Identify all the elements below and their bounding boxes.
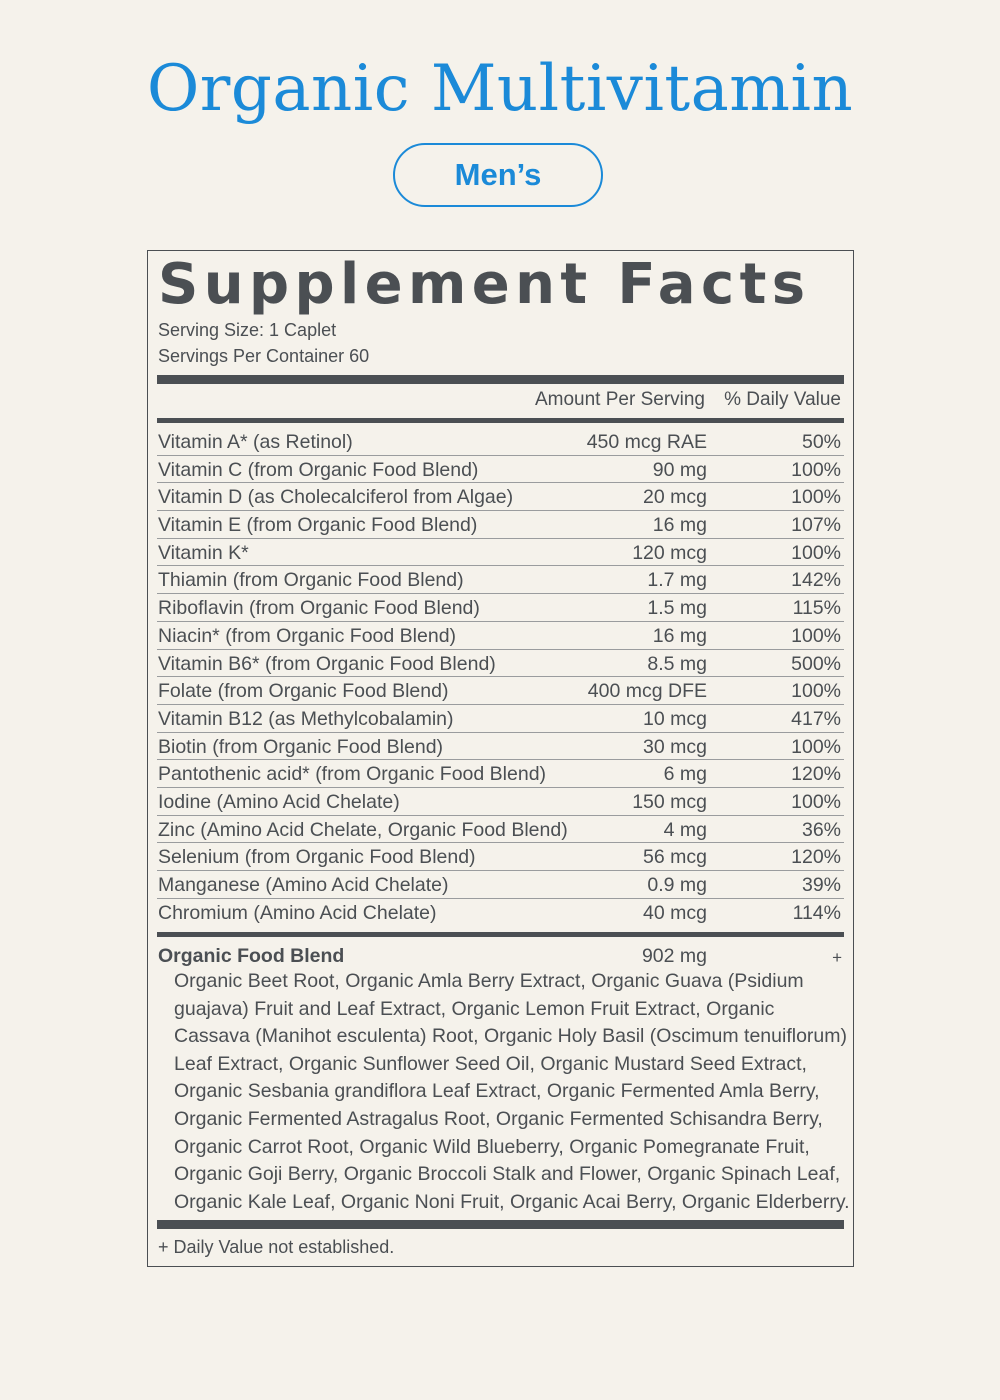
table-row [157, 539, 844, 567]
nutrient-amount: 0.9 mg [647, 874, 707, 896]
nutrient-amount: 1.5 mg [647, 597, 707, 620]
blend-line: Organic Carrot Root, Organic Wild Blueberry, Organic Pomegranate Fruit, [174, 1135, 810, 1158]
servings-per-container: Servings Per Container 60 [158, 346, 370, 366]
nutrient-amount: 40 mcg [643, 901, 707, 924]
nutrient-name: Selenium (from Organic Food Blend) [158, 846, 476, 869]
blend-daily-value: + [832, 948, 842, 967]
nutrient-name: Folate (from Organic Food Blend) [158, 680, 449, 703]
variant-badge [393, 143, 603, 207]
blend-line: Leaf Extract, Organic Sunflower Seed Oil, Organic Mustard Seed Extract, [174, 1052, 807, 1075]
nutrient-amount: 400 mcg DFE [587, 680, 707, 703]
nutrient-amount: 10 mcg [643, 707, 707, 730]
facts-heading: Supplement Facts [158, 252, 811, 317]
table-row [157, 677, 844, 705]
thick-divider [157, 375, 844, 384]
nutrient-amount: 150 mcg [632, 790, 707, 813]
blend-divider [157, 932, 844, 937]
nutrient-daily-value: 114% [792, 901, 841, 924]
nutrient-amount: 56 mcg [643, 846, 707, 869]
nutrient-name: Pantothenic acid* (from Organic Food Blend) [158, 763, 547, 786]
table-row [157, 456, 844, 484]
nutrient-daily-value: 36% [801, 818, 841, 841]
table-row [157, 594, 844, 622]
nutrient-daily-value: 100% [791, 735, 841, 758]
nutrient-daily-value: 115% [792, 597, 841, 620]
table-row [157, 566, 844, 594]
nutrient-name: Chromium (Amino Acid Chelate) [158, 901, 437, 924]
blend-line: Organic Kale Leaf, Organic Noni Fruit, Organic Acai Berry, Organic Elderberry. [174, 1190, 850, 1213]
table-row [157, 622, 844, 650]
blend-name: Organic Food Blend [158, 945, 345, 967]
nutrient-name: Vitamin C (from Organic Food Blend) [158, 458, 479, 481]
blend-ingredients [174, 968, 850, 1216]
nutrient-amount: 90 mg [652, 458, 707, 481]
table-row [157, 483, 844, 511]
nutrient-daily-value: 500% [791, 652, 841, 675]
serving-size: Serving Size: 1 Caplet [158, 320, 337, 340]
nutrient-amount: 16 mg [652, 624, 707, 647]
nutrient-amount: 4 mg [663, 818, 707, 841]
nutrient-name: Niacin* (from Organic Food Blend) [158, 624, 457, 647]
footnote: + Daily Value not established. [158, 1237, 395, 1257]
nutrient-amount: 1.7 mg [647, 569, 707, 592]
nutrient-amount: 30 mcg [643, 735, 707, 758]
nutrient-daily-value: 100% [791, 541, 841, 564]
footer-divider [157, 1220, 844, 1229]
column-header-daily-value: % Daily Value [724, 389, 841, 410]
table-row [157, 650, 844, 678]
blend-line: Cassava (Manihot esculenta) Root, Organic Holy Basil (Oscimum tenuiflorum) [174, 1025, 847, 1048]
table-row [157, 511, 844, 539]
table-row [157, 760, 844, 788]
nutrient-daily-value: 100% [791, 486, 841, 509]
nutrient-name: Vitamin B6* (from Organic Food Blend) [158, 652, 496, 675]
nutrient-daily-value: 50% [801, 431, 841, 453]
nutrient-table [157, 428, 844, 926]
nutrient-name: Vitamin D (as Cholecalciferol from Algae) [158, 486, 514, 509]
page-title: Organic Multivitamin [146, 52, 854, 126]
blend-line: guajava) Fruit and Leaf Extract, Organic Lemon Fruit Extract, Organic [174, 997, 775, 1020]
nutrient-amount: 6 mg [663, 763, 707, 786]
nutrient-daily-value: 100% [791, 790, 841, 813]
table-row [157, 816, 844, 844]
nutrient-daily-value: 107% [791, 514, 841, 537]
blend-line: Organic Sesbania grandiflora Leaf Extract, Organic Fermented Amla Berry, [174, 1080, 820, 1103]
nutrient-amount: 8.5 mg [647, 652, 707, 675]
blend-line: Organic Goji Berry, Organic Broccoli Stalk and Flower, Organic Spinach Leaf, [174, 1163, 841, 1186]
nutrient-name: Thiamin (from Organic Food Blend) [158, 569, 464, 592]
nutrient-daily-value: 100% [791, 680, 841, 703]
nutrient-amount: 16 mg [652, 514, 707, 537]
nutrient-name: Vitamin E (from Organic Food Blend) [158, 514, 478, 537]
blend-amount: 902 mg [641, 945, 707, 967]
nutrient-daily-value: 120% [791, 763, 841, 786]
table-row [157, 788, 844, 816]
table-row [157, 733, 844, 761]
nutrient-name: Iodine (Amino Acid Chelate) [158, 790, 400, 813]
nutrient-amount: 120 mcg [632, 541, 707, 564]
table-row [157, 428, 844, 456]
nutrient-daily-value: 417% [791, 707, 841, 730]
table-row [157, 899, 844, 927]
nutrient-amount: 450 mcg RAE [586, 431, 707, 453]
nutrient-name: Vitamin A* (as Retinol) [158, 431, 353, 453]
nutrient-name: Riboflavin (from Organic Food Blend) [158, 597, 480, 620]
nutrient-daily-value: 39% [801, 874, 841, 896]
header-divider [157, 418, 844, 423]
nutrient-name: Zinc (Amino Acid Chelate, Organic Food Blend) [158, 818, 568, 841]
nutrient-name: Vitamin B12 (as Methylcobalamin) [158, 707, 454, 730]
nutrient-name: Manganese (Amino Acid Chelate) [158, 874, 449, 896]
table-row [157, 705, 844, 733]
nutrient-daily-value: 100% [791, 624, 841, 647]
blend-line: Organic Beet Root, Organic Amla Berry Extract, Organic Guava (Psidium [174, 970, 804, 992]
variant-label: Men’s [454, 157, 542, 192]
nutrient-name: Biotin (from Organic Food Blend) [158, 735, 444, 758]
table-row [157, 871, 844, 899]
table-row [157, 843, 844, 871]
nutrient-daily-value: 142% [791, 569, 841, 592]
nutrient-amount: 20 mcg [643, 486, 707, 509]
nutrient-name: Vitamin K* [158, 541, 249, 564]
nutrient-daily-value: 100% [791, 458, 841, 481]
column-header-amount: Amount Per Serving [534, 389, 705, 410]
blend-line: Organic Fermented Astragalus Root, Organic Fermented Schisandra Berry, [174, 1107, 823, 1130]
nutrient-daily-value: 120% [791, 846, 841, 869]
